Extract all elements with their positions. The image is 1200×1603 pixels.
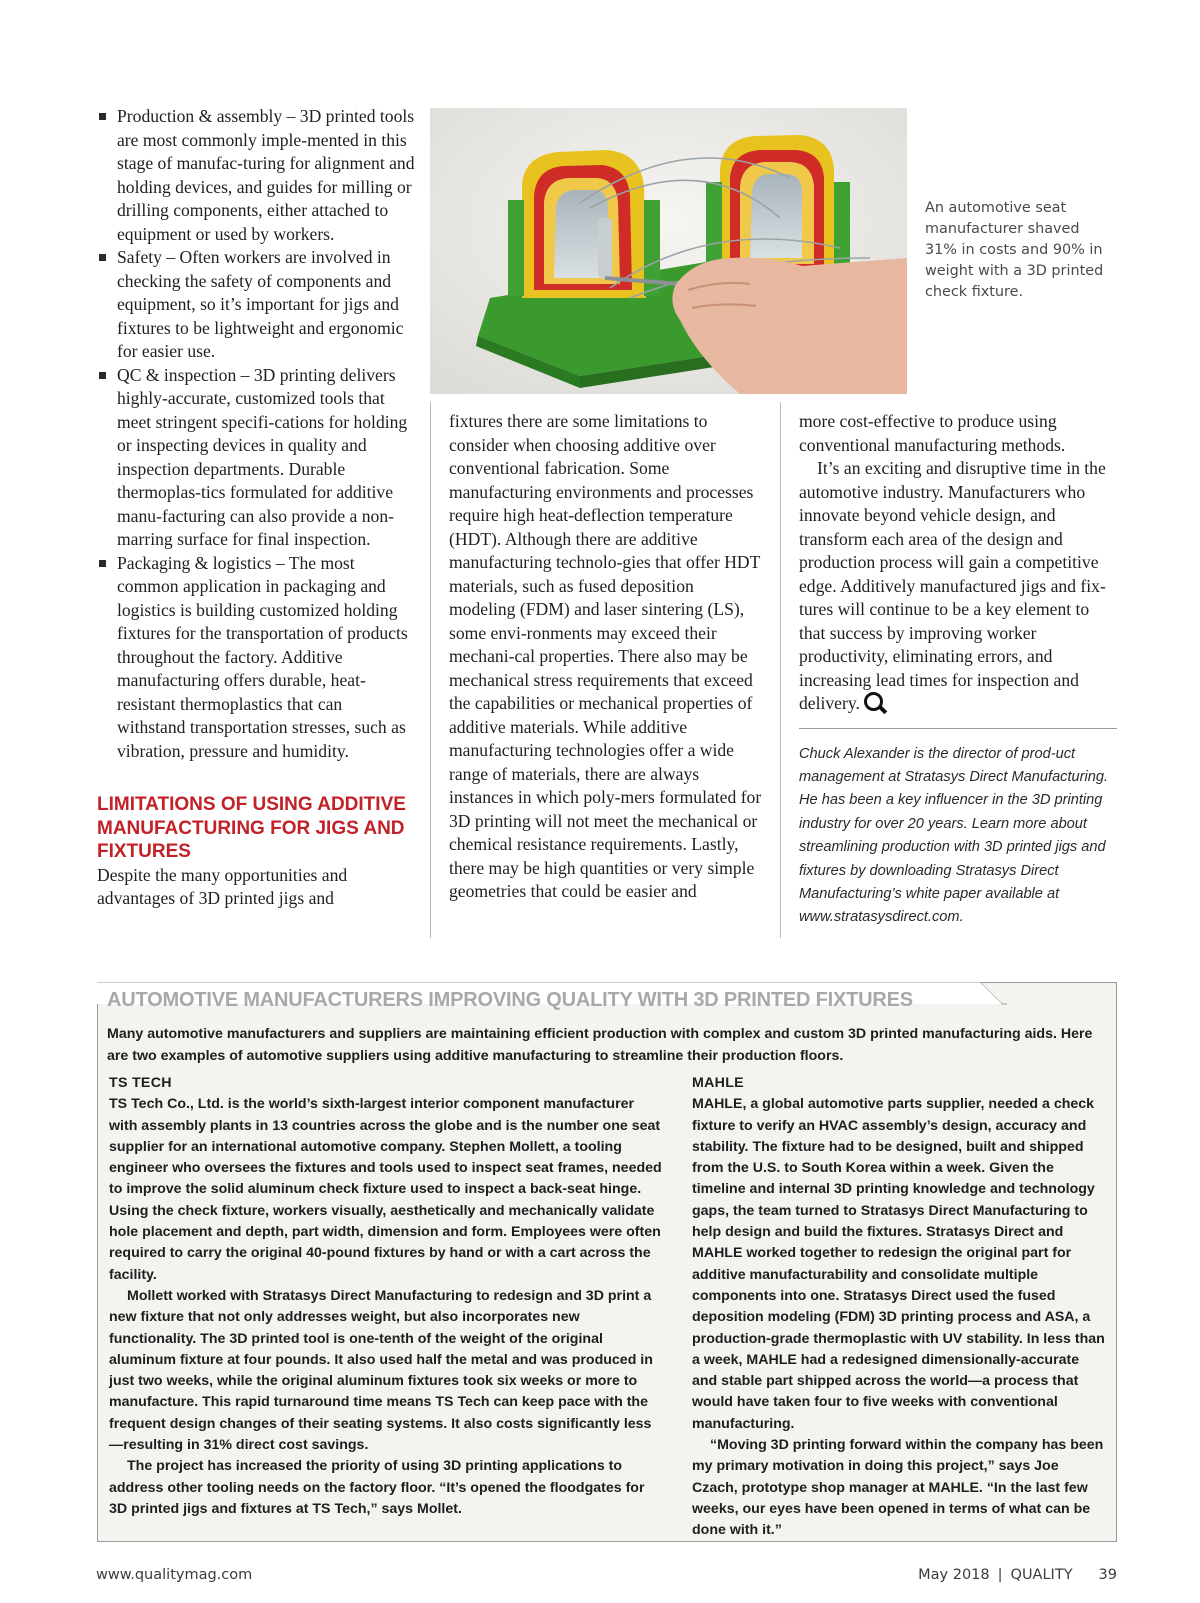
column-right xyxy=(799,410,1117,930)
case-study-mahle xyxy=(692,1073,1107,1542)
case-study-paragraph: Mollett worked with Stratasys Direct Manufacturing to redesign and 3D print a new fixture that not only addresses weight, but also incorporates new functionality. The 3D printed tool is one-tenth of the weight of the original aluminum fixture at four pounds. It also used half the metal and was produced in just two weeks, while the original aluminum fixtures took six weeks or more to manufacture. This rapid turnaround time means TS Tech can keep pace with the frequent design changes of their seating systems. It also costs significantly less—resulting in 31% direct cost savings. xyxy=(109,1287,653,1454)
case-study-paragraph: “Moving 3D printing forward within the company has been my primary motivation in doing this project,” says Joe Czach, prototype shop manager at MAHLE. “In the last few weeks, our eyes have been opened in terms of what can be done with it.” xyxy=(692,1437,1104,1539)
fixture-illustration xyxy=(430,108,907,394)
magazine-name: QUALITY xyxy=(1010,1567,1073,1583)
case-study-paragraph: TS Tech Co., Ltd. is the world’s sixth-largest interior component manufacturer with assembly plants in 13 countries across the globe and is the number one seat supplier for an international automotive company. Stephen Mollett, a tooling engineer who oversees the fixtures and tools used to inspect seat frames, needed to improve the solid aluminum check fixture used to inspect a back-seat hinge. Using the check fixture, workers visually, aesthetically and mechanically validate hole placement and depth, part width, dimension and form. Employees were often required to carry the original 40-pound fixtures by hand or with a cart across the facility. xyxy=(109,1096,662,1283)
list-item: Safety – Often workers are involved in checking the safety of components and equipment, so it’s important for jigs and fixtures to be lightweight and ergonomic for easier use. xyxy=(97,246,415,364)
column-divider xyxy=(430,402,431,938)
footer-url[interactable]: www.qualitymag.com xyxy=(96,1567,253,1583)
case-study-paragraph: MAHLE, a global automotive parts supplier, needed a check fixture to verify an HVAC assembly’s design, accuracy and stability. The fixture had to be designed, built and shipped from the U.S. to South Korea within a week. Given the timeline and internal 3D printing knowledge and technology gaps, the team turned to Stratasys Direct Manufacturing to help design and build the fixtures. Stratasys Direct and MAHLE worked together to redesign the original part for additive manufacturability and consolidate multiple components into one. Stratasys Direct used the fused deposition modeling (FDM) 3D printing process and ASA, a production-grade thermoplastic with UV stability. In less than a week, MAHLE had a redesigned dimensionally-accurate and stable part shipped across the world—a process that would have taken four to five weeks with conventional manufacturing. xyxy=(692,1096,1105,1432)
sidebar-intro: Many automotive manufacturers and suppliers are maintaining efficient production with complex and custom 3D printed manufacturing aids. Here are two examples of automotive suppliers using additive manufacturing to streamline their production floors. xyxy=(107,1026,1093,1064)
body-paragraph xyxy=(799,457,1117,716)
case-study-ts-tech xyxy=(109,1073,664,1520)
footer-folio xyxy=(918,1567,1117,1583)
page-number: 39 xyxy=(1098,1567,1117,1583)
author-bio: Chuck Alexander is the director of prod-uct management at Stratasys Direct Manufacturing. He has been a key influencer in the 3D printing industry for over 20 years. Learn more about streamlining production with 3D printed jigs and fixtures by downloading Stratasys Direct Manufacturing’s white paper available at www.stratasysdirect.com. xyxy=(799,745,1109,926)
closing-text: It’s an exciting and disruptive time in the automotive industry. Manufacturers who innovate beyond vehicle design, and transform each area of the design and production process will gain a competitive edge. Additively manufactured jigs and fix-tures will continue to be a key element to that success by improving worker productivity, eliminating errors, and increasing lead times for inspection and delivery. xyxy=(799,458,1106,713)
divider xyxy=(799,728,1117,729)
separator: | xyxy=(997,1567,1003,1583)
body-paragraph: fixtures there are some limitations to consider when choosing additive over conventional fabrication. Some manufacturing environments and processes require high heat-deflection temperature (HDT). Although there are additive manufacturing technolo-gies that offer HDT materials, such as fused deposition modeling (FDM) and laser sintering (LS), some envi-ronments may exceed their mechani-cal properties. There also may be mechanical stress requirements that exceed the capabilities or mechanical properties of additive materials. While additive manufacturing technologies offer a wide range of materials, there are always instances in which poly-mers formulated for 3D printing will not meet the mechanical or chemical resistance requirements. Lastly, there may be high quantities or very simple geometries that could be easier and xyxy=(449,411,762,901)
list-item: QC & inspection – 3D printing delivers highly-accurate, customized tools that meet stringent specifi-cations for holding or inspecting devices in quality and inspection departments. Durable thermoplas-tics formulated for additive manu-facturing can also provide a non-marring surface for final inspection. xyxy=(97,364,415,552)
body-paragraph: more cost-effective to produce using conventional manufacturing methods. xyxy=(799,411,1066,455)
sidebar-box xyxy=(97,982,1117,1542)
photo-caption: An automotive seat manufacturer shaved 31% in costs and 90% in weight with a 3D printed check fixture. xyxy=(925,200,1104,300)
check-fixture-photo xyxy=(430,108,907,394)
section-heading: LIMITATIONS OF USING ADDITIVE MANUFACTURING FOR JIGS AND FIXTURES xyxy=(97,794,406,862)
column-left xyxy=(97,105,415,911)
case-study-paragraph: The project has increased the priority of using 3D printing applications to address other tooling needs on the factory floor. “It’s opened the floodgates for 3D printed jigs and fixtures at TS Tech,” says Mollet. xyxy=(109,1458,645,1517)
case-study-heading: TS TECH xyxy=(109,1075,172,1091)
list-item: Packaging & logistics – The most common application in packaging and logistics is building customized holding fixtures for the transportation of products throughout the factory. Additive manufacturing offers durable, heat-resistant thermoplastics that can withstand transportation stresses, such as vibration, pressure and humidity. xyxy=(97,552,415,764)
applications-list xyxy=(97,105,415,763)
sidebar-title: AUTOMOTIVE MANUFACTURERS IMPROVING QUALITY WITH 3D PRINTED FIXTURES xyxy=(107,989,913,1011)
list-item: Production & assembly – 3D printed tools are most commonly imple-mented in this stage of manufac-turing for alignment and holding devices, and guides for milling or drilling components, either attached to equipment or used by workers. xyxy=(97,105,415,246)
end-mark-icon xyxy=(864,692,883,711)
case-study-heading: MAHLE xyxy=(692,1075,744,1091)
column-middle xyxy=(449,410,764,904)
body-paragraph: Despite the many opportunities and advantages of 3D printed jigs and xyxy=(97,864,348,908)
sidebar-title-tab xyxy=(97,982,1007,1018)
column-divider xyxy=(780,402,781,938)
issue-date: May 2018 xyxy=(918,1567,990,1583)
